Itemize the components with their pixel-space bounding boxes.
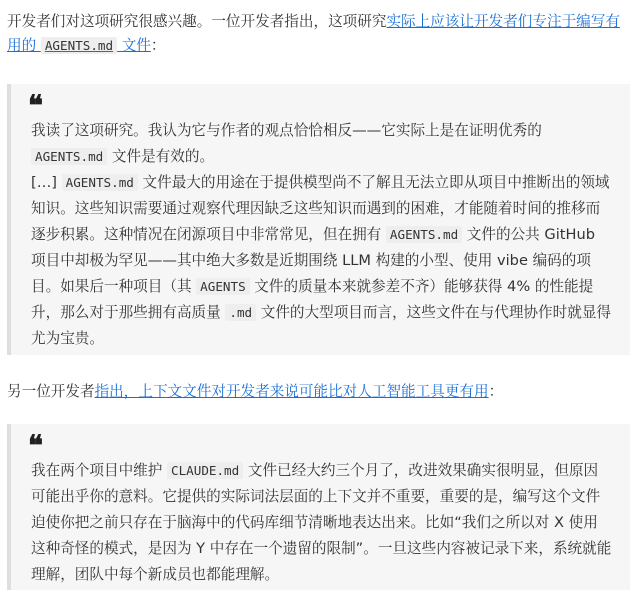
context-files-link[interactable]: 指出，上下文文件对开发者来说可能比对人工智能工具更有用	[94, 383, 489, 400]
intro-text: 另一位开发者	[7, 383, 95, 400]
quote-paragraph	[31, 118, 612, 170]
inline-code: AGENTS.md	[386, 226, 462, 243]
inline-code: AGENTS	[196, 278, 250, 295]
quote-text: 文件是有效的。	[107, 148, 215, 165]
inline-code: AGENTS.md	[41, 37, 117, 54]
inline-code: AGENTS.md	[62, 174, 138, 191]
link-text: 实际上应该让开发者们专注于编写有用的	[7, 13, 620, 54]
quote-text: 我在两个项目中维护	[31, 462, 167, 479]
quote-text: 文件的公共 GitHub 项目中却极为罕见——其中绝大多数是近期围绕 LLM 构建的小型、使用 vibe 编码的项目。如果后一种项目（其	[31, 226, 595, 295]
intro-paragraph-2	[7, 380, 632, 404]
quote-paragraph	[31, 170, 612, 352]
blockquote-2	[7, 424, 630, 590]
intro-text: ：	[488, 383, 504, 400]
quote-text: 文件的大型项目而言，这些文件在与代理协作时就显得尤为宝贵。	[31, 304, 612, 347]
quote-paragraph	[31, 458, 612, 588]
intro-text: ：	[150, 37, 166, 54]
quote-text: 文件的质量本来就参差不齐）能够获得 4% 的性能提升，那么对于那些拥有高质量	[31, 278, 594, 321]
intro-paragraph-1	[7, 10, 632, 58]
quote-mark-icon: ❝	[28, 429, 44, 462]
inline-code: .md	[225, 304, 256, 321]
quote-text: 我读了这项研究。我认为它与作者的观点恰恰相反——它实际上是在证明优秀的	[31, 122, 542, 139]
quote-text: […]	[31, 174, 62, 191]
blockquote-1	[7, 84, 630, 355]
link-text: 文件	[117, 37, 151, 54]
intro-text: 开发者们对这项研究很感兴趣。一位开发者指出，这项研究	[7, 13, 387, 30]
quote-text: 文件最大的用途在于提供模型尚不了解且无法立即从项目中推断出的领域知识。这些知识需要通过观察代理因缺乏这些知识而遇到的困难，才能随着时间的推移而逐步积累。这种情况在闭源项目中非常常见，但在拥有	[31, 174, 610, 243]
quote-text: 文件已经大约三个月了，改进效果确实很明显，但原因可能出乎你的意料。它提供的实际词法层面的上下文并不重要，重要的是，编写这个文件迫使你把之前只存在于脑海中的代码库细节清晰地表达出来。比如“我们之所以对 X 使用这种奇怪的模式，是因为 Y 中存在一个遗留的限制”。一旦这些内容被记录下来，系统就能理解，团队中每个新成员也都能理解。	[31, 462, 612, 583]
inline-code: CLAUDE.md	[167, 462, 243, 479]
inline-code: AGENTS.md	[31, 148, 107, 165]
quote-mark-icon: ❝	[28, 89, 44, 122]
